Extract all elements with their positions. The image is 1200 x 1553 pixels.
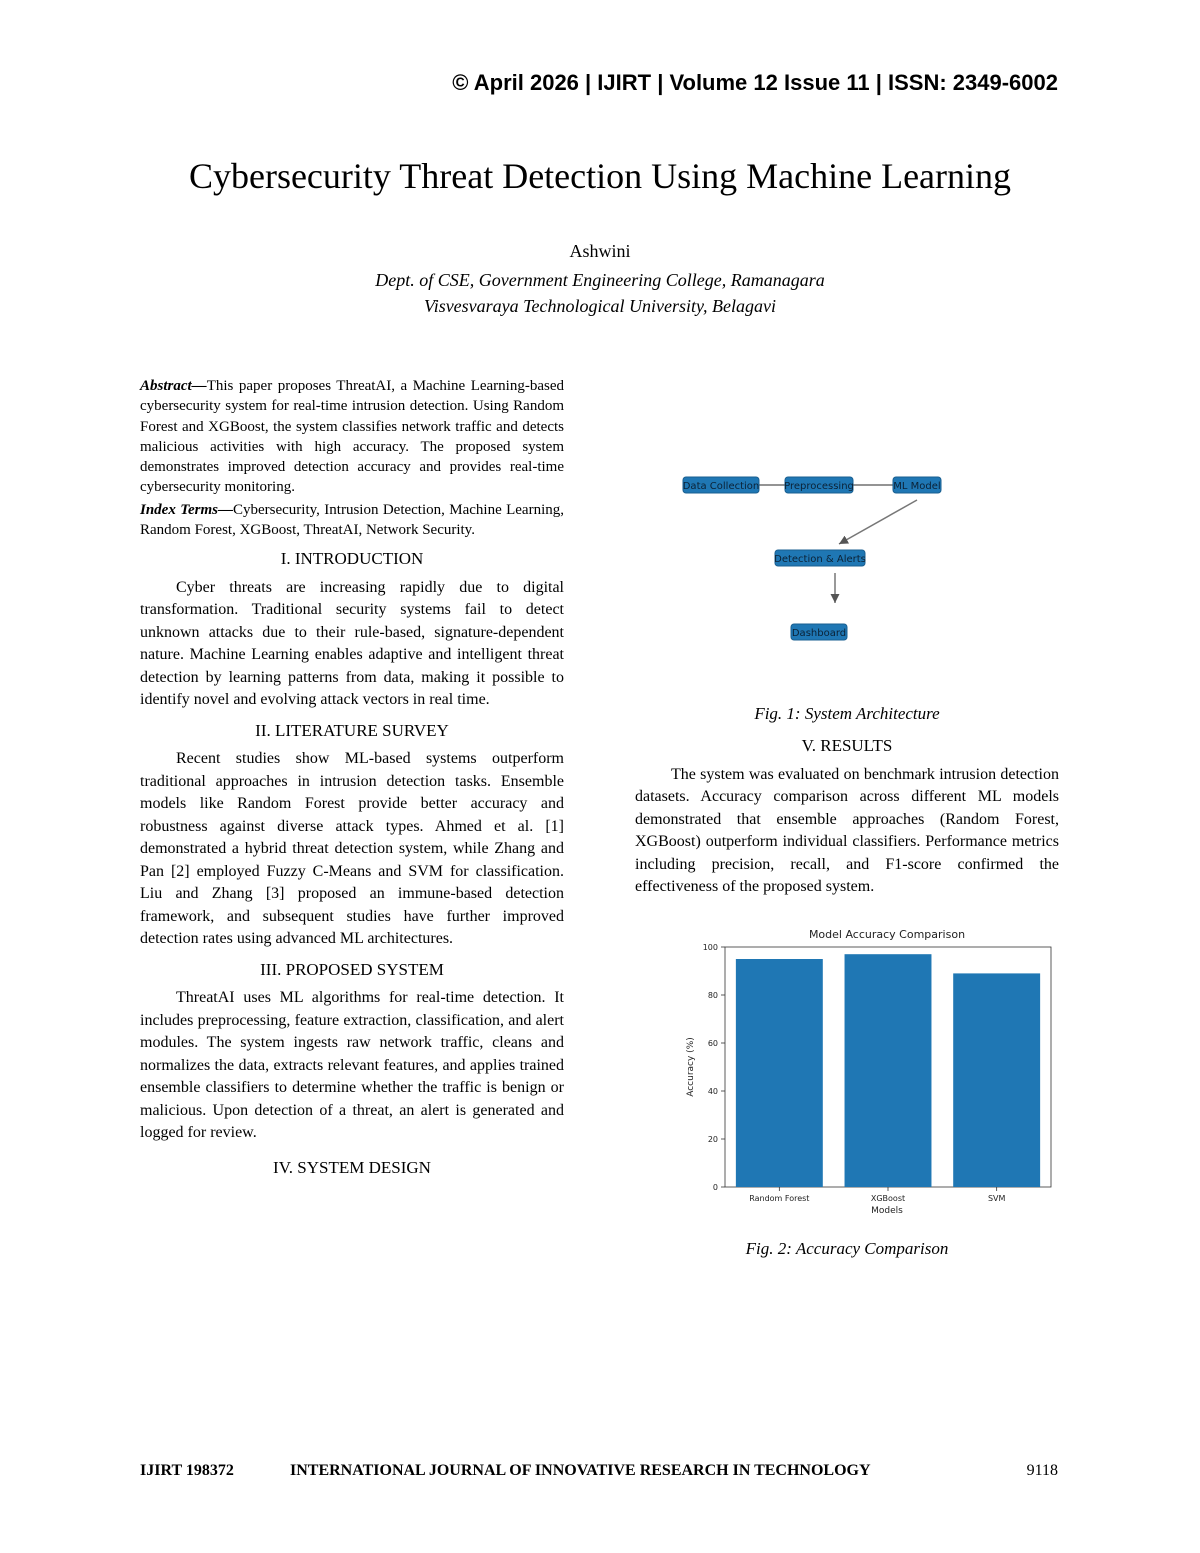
node-ml-model <box>893 477 941 493</box>
x-axis-label: Models <box>871 1205 903 1216</box>
footer-page-number: 9118 <box>1026 1462 1058 1479</box>
index-terms-label: Index Terms— <box>140 501 233 518</box>
section-heading-system-design: IV. SYSTEM DESIGN <box>273 1157 431 1177</box>
node-data-collection <box>683 477 760 493</box>
y-tick-label: 40 <box>707 1086 718 1096</box>
y-tick-label: 100 <box>702 942 718 952</box>
footer-paper-id: IJIRT 198372 <box>140 1462 234 1479</box>
paper-title: Cybersecurity Threat Detection Using Machine Learning <box>188 156 1012 196</box>
journal-header: © April 2026 | IJIRT | Volume 12 Issue 11 | ISSN: 2349-6002 <box>452 70 1058 95</box>
left-column <box>140 376 564 1185</box>
bar-svm <box>953 973 1040 1187</box>
y-tick-label: 20 <box>707 1134 718 1144</box>
index-terms <box>140 500 564 541</box>
results-text: The system was evaluated on benchmark intrusion detection datasets. Accuracy comparison across different ML models demonstrated that ensemble approaches (Random Forest, XGBoost) outperform individual classifiers. Performance metrics including precision, recall, and F1-score confirmed the effectiveness of the proposed system. <box>635 765 1059 895</box>
node-preprocessing <box>784 477 854 493</box>
y-axis <box>703 943 725 1192</box>
system-architecture-diagram <box>635 376 1059 676</box>
figure-1-caption: Fig. 1: System Architecture <box>754 703 940 723</box>
x-tick-label: Random Forest <box>749 1193 810 1203</box>
abstract <box>140 376 564 498</box>
author-name: Ashwini <box>569 241 631 261</box>
bars-group <box>736 954 1040 1187</box>
chart-title: Model Accuracy Comparison <box>808 927 966 941</box>
figure-2-caption: Fig. 2: Accuracy Comparison <box>745 1239 949 1258</box>
x-axis <box>749 1187 1005 1203</box>
edge-model-to-detection <box>839 500 917 544</box>
node-detection-alerts-label: Detection & Alerts <box>774 554 866 565</box>
bar-random-forest <box>736 959 823 1187</box>
section-heading-proposed-system: III. PROPOSED SYSTEM <box>260 959 444 979</box>
section-heading-literature-survey: II. LITERATURE SURVEY <box>255 720 449 740</box>
x-tick-label: XGBoost <box>870 1193 906 1203</box>
node-dashboard <box>791 624 847 640</box>
y-tick-label: 60 <box>707 1038 718 1048</box>
node-data-collection-label: Data Collection <box>682 481 760 492</box>
y-axis-label: Accuracy (%) <box>686 1036 696 1097</box>
node-ml-model-label: ML Model <box>893 481 941 492</box>
introduction-text: Cyber threats are increasing rapidly due to digital transformation. Traditional security systems fail to detect unknown attacks due to their rule-based, signature-dependent nature. Machine Learning enables adaptive and intelligent threat detection by learning patterns from data, making it possible to identify novel and evolving attack vectors in real time. <box>140 578 564 709</box>
accuracy-bar-chart <box>635 921 1059 1221</box>
section-heading-results: V. RESULTS <box>801 736 893 755</box>
y-tick-label: 0 <box>712 1182 718 1192</box>
affiliation-department: Dept. of CSE, Government Engineering College, Ramanagara <box>375 270 825 290</box>
abstract-text: This paper proposes ThreatAI, a Machine Learning-based cybersecurity system for real-time intrusion detection. Using Random Forest and XGBoost, the system classifies network traffic and detects malicious activities with high accuracy. The proposed system demonstrates improved detection accuracy and provides real-time cybersecurity monitoring. <box>140 378 564 496</box>
node-preprocessing-label: Preprocessing <box>784 481 854 492</box>
section-heading-introduction: I. INTRODUCTION <box>280 549 424 569</box>
node-dashboard-label: Dashboard <box>791 628 847 639</box>
affiliation-university: Visvesvaraya Technological University, Belagavi <box>424 296 776 316</box>
right-column <box>635 376 1059 1261</box>
literature-survey-text: Recent studies show ML-based systems outperform traditional approaches in intrusion detection tasks. Ensemble models like Random Forest provide better accuracy and robustness against diverse attack types. Ahmed et al. [1] demonstrated a hybrid threat detection system, while Zhang and Pan [2] employed Fuzzy C-Means and SVM for classification. Liu and Zhang [3] proposed an immune-based detection framework, and subsequent studies have further improved detection rates using advanced ML architectures. <box>140 750 564 948</box>
y-tick-label: 80 <box>707 990 718 1000</box>
node-detection-alerts <box>774 550 866 566</box>
abstract-label: Abstract— <box>140 378 207 394</box>
bar-xgboost <box>845 954 932 1187</box>
proposed-system-text: ThreatAI uses ML algorithms for real-time detection. It includes preprocessing, feature extraction, classification, and alert modules. The system ingests raw network traffic, cleans and normalizes the data, extracts relevant features, and applies trained ensemble classifiers to determine whether the traffic is benign or malicious. Upon detection of a threat, an alert is generated and logged for review. <box>140 989 564 1142</box>
x-tick-label: SVM <box>987 1193 1006 1203</box>
index-terms-text: Cybersecurity, Intrusion Detection, Machine Learning, Random Forest, XGBoost, ThreatAI, Network Security. <box>140 501 564 539</box>
footer-journal-name: INTERNATIONAL JOURNAL OF INNOVATIVE RESEARCH IN TECHNOLOGY <box>290 1462 871 1479</box>
